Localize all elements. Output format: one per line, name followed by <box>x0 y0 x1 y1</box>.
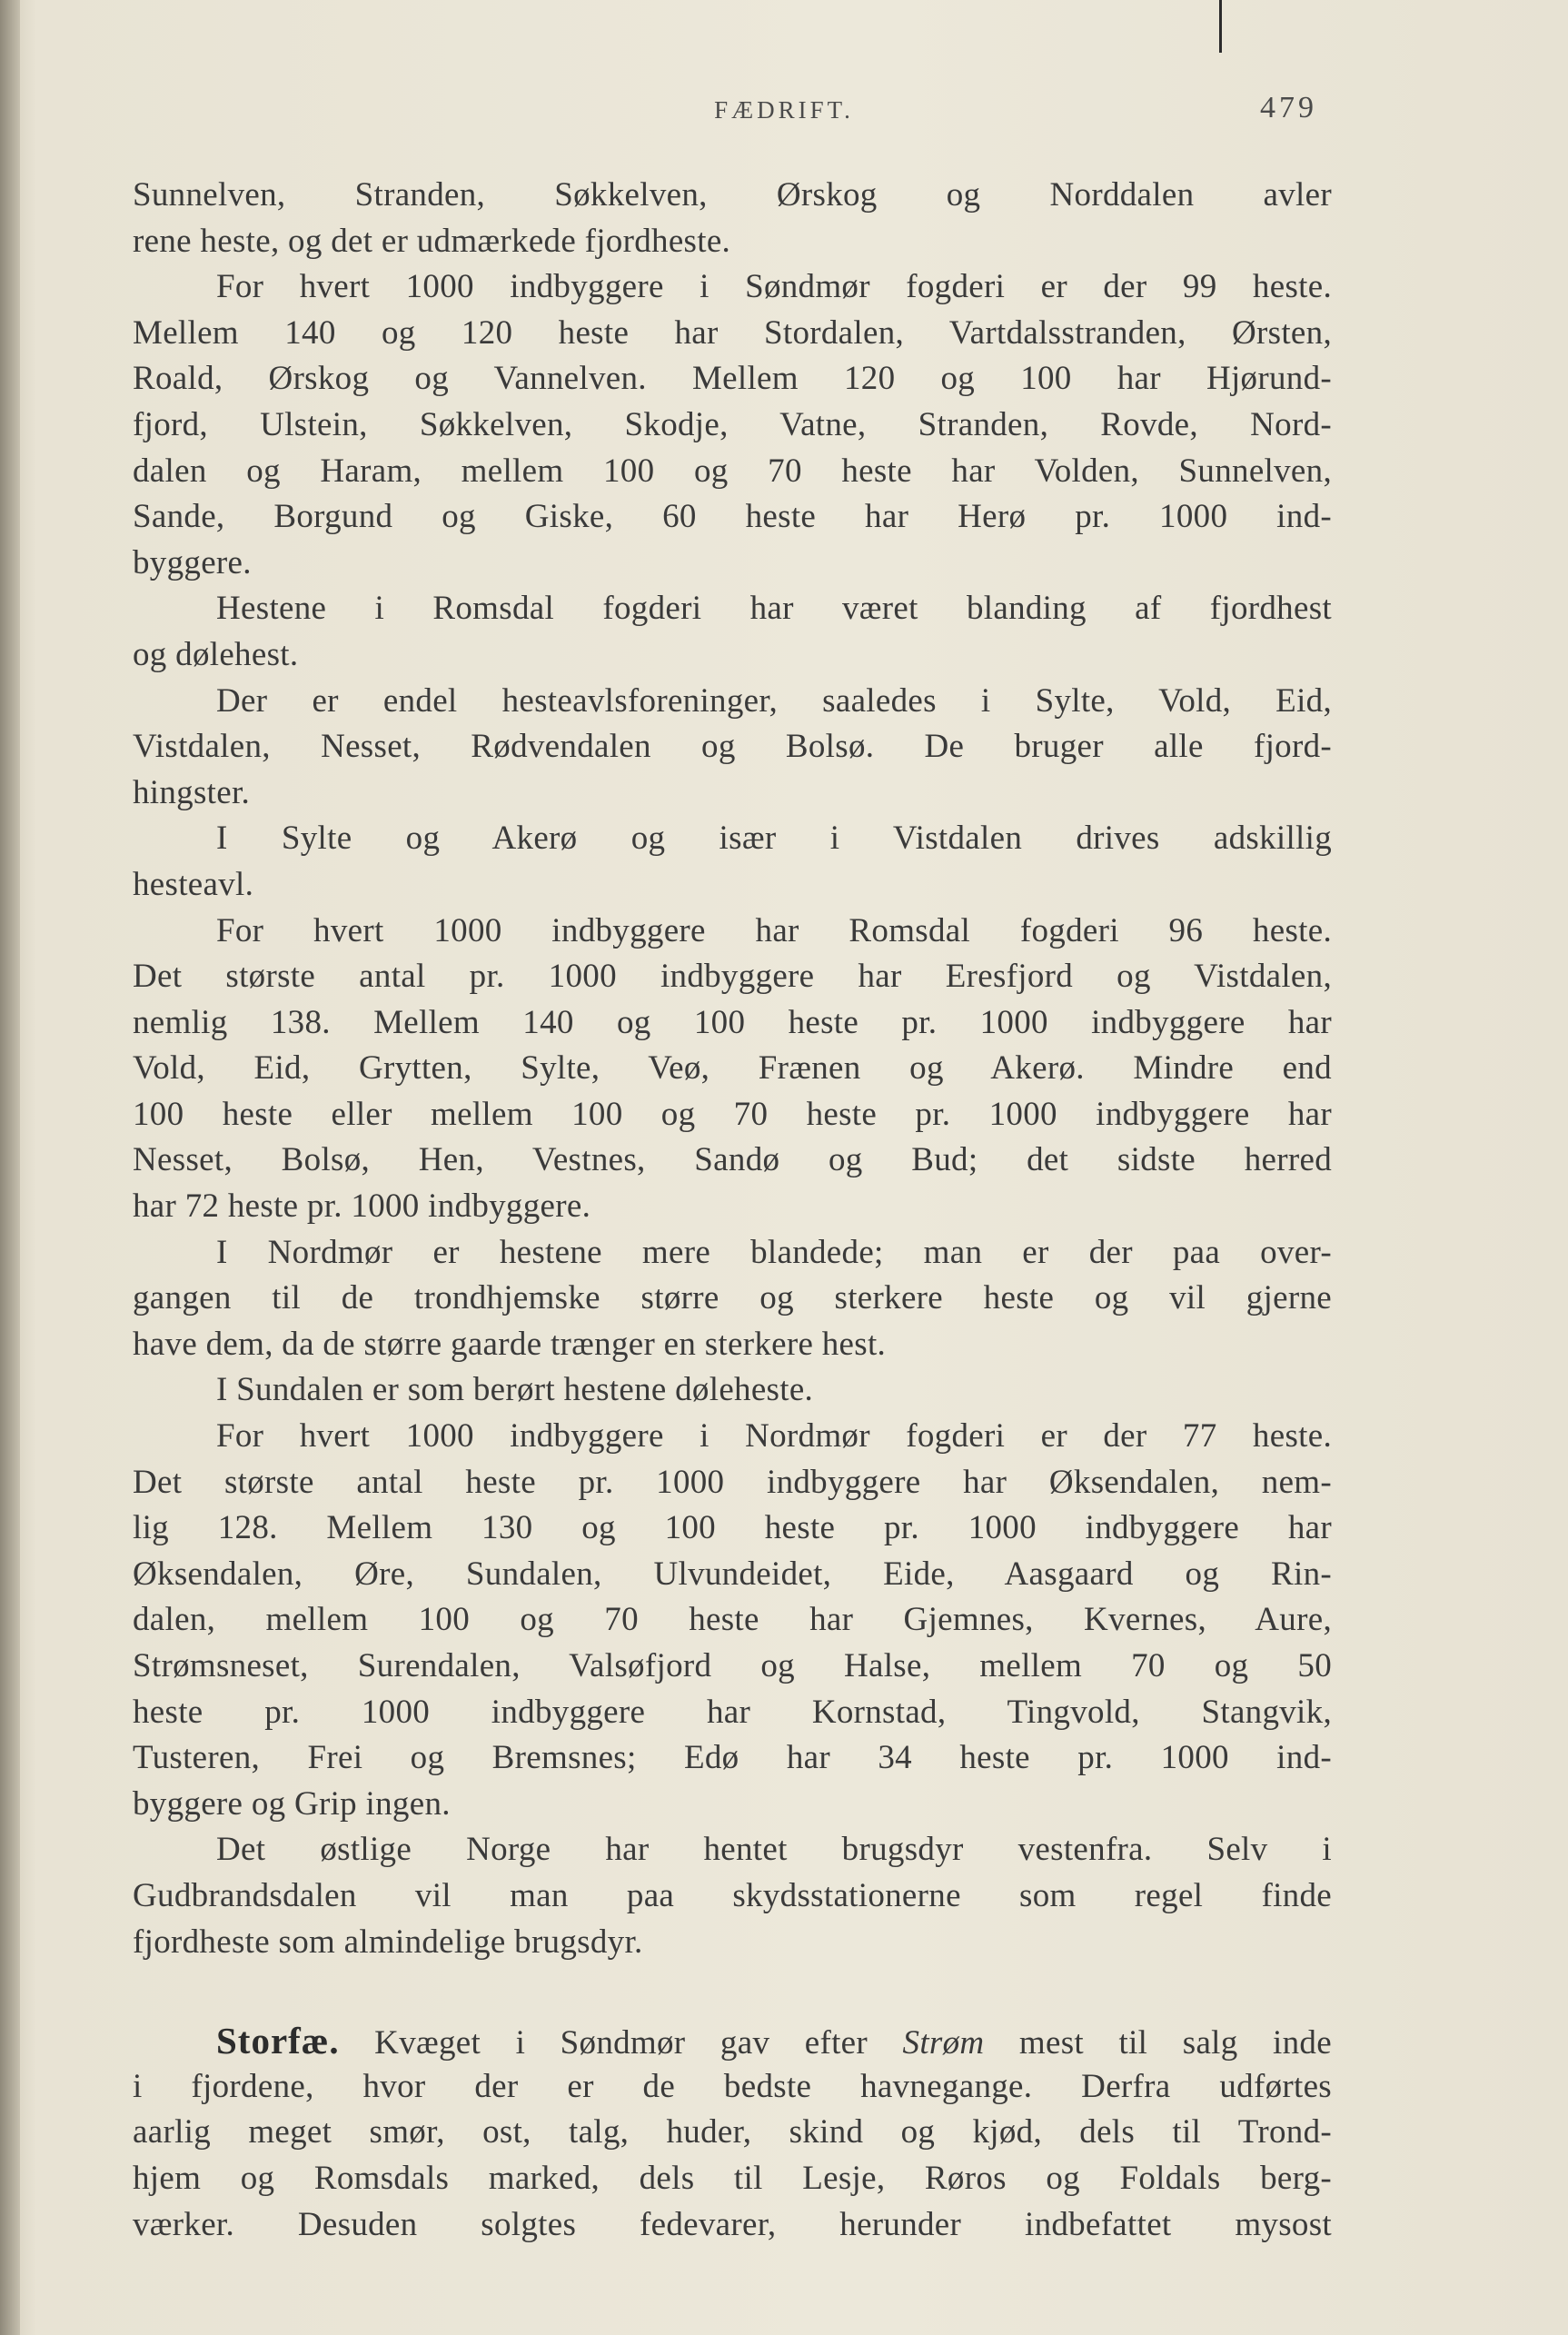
text-line: rene heste, og det er udmærkede fjordheste. <box>133 222 731 260</box>
text-line: gangen til de trondhjemske større og sterkere heste og vil gjerne <box>133 1279 1332 1317</box>
paragraph <box>133 679 1332 817</box>
author-name: Strøm <box>902 2024 985 2062</box>
text-line: Tusteren, Frei og Bremsnes; Edø har 34 heste pr. 1000 ind- <box>133 1739 1332 1777</box>
text-line: fjordheste som almindelige brugsdyr. <box>133 1923 643 1961</box>
text-line: Sunnelven, Stranden, Søkkelven, Ørskog og Norddalen avler <box>133 176 1332 214</box>
text-line: I Sundalen er som berørt hestene døleheste. <box>216 1371 814 1409</box>
text-line: nemlig 138. Mellem 140 og 100 heste pr. 1000 indbyggere har <box>133 1003 1332 1041</box>
text-line: Sande, Borgund og Giske, 60 heste har Herø pr. 1000 ind- <box>133 498 1332 536</box>
text-line: For hvert 1000 indbyggere i Nordmør fogderi er der 77 heste. <box>216 1417 1332 1456</box>
text-line: dalen, mellem 100 og 70 heste har Gjemnes, Kvernes, Aure, <box>133 1601 1332 1639</box>
text-line: Strømsneset, Surendalen, Valsøfjord og Halse, mellem 70 og 50 <box>133 1647 1332 1684</box>
text-line: Det østlige Norge har hentet brugsdyr vestenfra. Selv i <box>216 1831 1332 1869</box>
section-first-line <box>133 2018 1332 2064</box>
text-line: byggere. <box>133 543 252 581</box>
text-line: For hvert 1000 indbyggere i Søndmør fogderi er der 99 heste. <box>216 268 1332 306</box>
text-line: Nesset, Bolsø, Hen, Vestnes, Sandø og Bud; det sidste herred <box>133 1141 1332 1179</box>
text-line: have dem, da de større gaarde trænger en sterkere hest. <box>133 1325 887 1363</box>
section-heading: Storfæ. <box>216 2020 340 2062</box>
text-line: Det største antal pr. 1000 indbyggere har Eresfjord og Vistdalen, <box>133 958 1332 996</box>
text-line: I Sylte og Akerø og især i Vistdalen drives adskillig <box>216 820 1332 858</box>
body-text <box>133 173 1332 2248</box>
paragraph <box>133 1414 1332 1827</box>
paragraph <box>133 1367 1332 1414</box>
text-line: værker. Desuden solgtes fedevarer, herunder indbefattet mysost <box>133 2205 1332 2243</box>
text-line: fjord, Ulstein, Søkkelven, Skodje, Vatne, Stranden, Rovde, Nord- <box>133 405 1332 443</box>
page-binding-edge <box>0 0 20 2335</box>
paragraph <box>133 816 1332 908</box>
paragraph <box>133 1827 1332 1965</box>
text-line: lig 128. Mellem 130 og 100 heste pr. 1000 indbyggere har <box>133 1509 1332 1547</box>
page-number: 479 <box>1260 91 1317 124</box>
section-storfae <box>133 2018 1332 2248</box>
paragraph <box>133 586 1332 678</box>
running-header: FÆDRIFT. <box>714 96 854 124</box>
text-line: Vold, Eid, Grytten, Sylte, Veø, Frænen og Akerø. Mindre end <box>133 1049 1332 1088</box>
text-line: og dølehest. <box>133 635 299 673</box>
text-line: dalen og Haram, mellem 100 og 70 heste har Volden, Sunnelven, <box>133 452 1332 490</box>
text-line: heste pr. 1000 indbyggere har Kornstad, Tingvold, Stangvik, <box>133 1693 1332 1731</box>
text-line: byggere og Grip ingen. <box>133 1784 451 1823</box>
paragraph <box>133 909 1332 1230</box>
text-line: I Nordmør er hestene mere blandede; man er der paa over- <box>216 1233 1332 1271</box>
text-line: har 72 heste pr. 1000 indbyggere. <box>133 1187 591 1226</box>
text-line: Der er endel hesteavlsforeninger, saaledes i Sylte, Vold, Eid, <box>216 681 1332 720</box>
text-line: 100 heste eller mellem 100 og 70 heste pr. 1000 indbyggere har <box>133 1095 1332 1133</box>
text-line: aarlig meget smør, ost, talg, huder, skind og kjød, dels til Trond- <box>133 2113 1332 2151</box>
ink-mark <box>1219 0 1222 53</box>
paragraph-container <box>133 173 1332 1965</box>
text-line: hesteavl. <box>133 865 254 903</box>
section-text: mest til salg inde <box>1018 2024 1332 2062</box>
paragraph <box>133 173 1332 264</box>
section-text: Kvæget i Søndmør gav efter <box>374 2024 868 2062</box>
paragraph <box>133 1230 1332 1368</box>
paragraph <box>133 264 1332 586</box>
text-line: Gudbrandsdalen vil man paa skydsstationerne som regel finde <box>133 1876 1332 1914</box>
text-line: Hestene i Romsdal fogderi har været blanding af fjordhest <box>216 590 1332 628</box>
text-line: For hvert 1000 indbyggere har Romsdal fogderi 96 heste. <box>216 911 1332 949</box>
text-line: hingster. <box>133 773 251 811</box>
text-line: hjem og Romsdals marked, dels til Lesje, Røros og Foldals berg- <box>133 2159 1332 2197</box>
text-line: Det største antal heste pr. 1000 indbyggere har Øksendalen, nem- <box>133 1463 1332 1501</box>
section-gap <box>133 1965 1332 2018</box>
text-line: i fjordene, hvor der er de bedste havnegange. Derfra udførtes <box>133 2067 1332 2105</box>
text-line: Mellem 140 og 120 heste har Stordalen, Vartdalsstranden, Ørsten, <box>133 313 1332 352</box>
text-line: Roald, Ørskog og Vannelven. Mellem 120 og 100 har Hjørund- <box>133 360 1332 398</box>
text-line: Vistdalen, Nesset, Rødvendalen og Bolsø. De bruger alle fjord- <box>133 728 1332 766</box>
section-lines <box>133 2064 1332 2248</box>
text-line: Øksendalen, Øre, Sundalen, Ulvundeidet, Eide, Aasgaard og Rin- <box>133 1555 1332 1593</box>
